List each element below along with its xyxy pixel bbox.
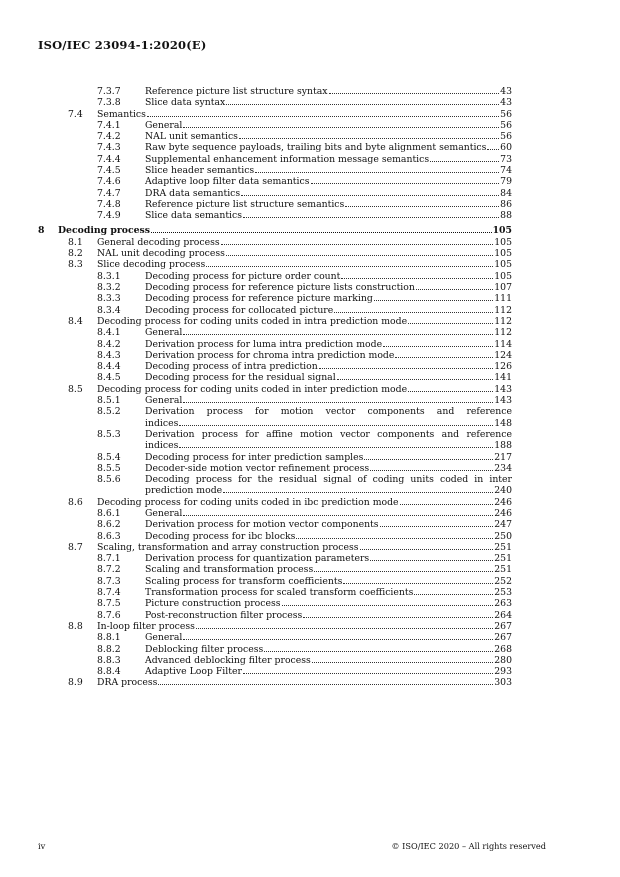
toc-entry[interactable] [38, 188, 512, 199]
toc-entry-page: 217 [494, 451, 512, 463]
toc-entry-page: 105 [492, 224, 512, 236]
toc-entry-page: 293 [494, 666, 512, 678]
leader-dots [416, 288, 493, 290]
leader-dots [255, 171, 499, 173]
toc-entry[interactable] [38, 384, 512, 395]
toc-entry-number: 8.8 [68, 620, 83, 632]
leader-dots [264, 650, 493, 652]
leader-dots [241, 194, 499, 196]
toc-entry-page: 188 [494, 440, 512, 452]
leader-dots [147, 115, 499, 117]
toc-entry-title: Scaling, transformation and array construction process [97, 541, 359, 553]
toc-entry-page: 234 [494, 462, 512, 474]
toc-entry-title: Decoding process for picture order count [145, 270, 341, 282]
toc-entry-number: 8.4.2 [97, 338, 121, 350]
toc-entry[interactable] [38, 519, 512, 530]
toc-entry-number: 8.3.1 [97, 270, 121, 282]
toc-entry[interactable] [38, 666, 512, 677]
toc-entry-number: 8.1 [68, 236, 83, 248]
toc-entry[interactable] [38, 154, 512, 165]
toc-entry-number: 7.4.9 [97, 210, 121, 222]
toc-entry-number: 7.3.8 [97, 97, 121, 109]
toc-entry-number: 8.4 [68, 315, 83, 327]
toc-entry-number: 8.8.4 [97, 666, 121, 678]
toc-entry-number: 8.5 [68, 383, 83, 395]
toc-entry[interactable] [38, 271, 512, 282]
toc-entry-number: 7.4.1 [97, 119, 121, 131]
toc-entry-page: 112 [494, 327, 512, 339]
toc-entry-page: 280 [494, 654, 512, 666]
toc-entry[interactable] [38, 587, 512, 598]
toc-entry-number: 8.6.2 [97, 519, 121, 531]
leader-dots [179, 424, 493, 426]
leader-dots [345, 205, 499, 207]
toc-entry[interactable] [38, 621, 512, 632]
toc-entry-number: 8.5.2 [97, 406, 121, 418]
toc-entry-page: 141 [494, 372, 512, 384]
leader-dots [179, 446, 493, 448]
document-id-header: ISO/IEC 23094-1:2020(E) [38, 38, 207, 52]
toc-entry-page: 84 [500, 187, 512, 199]
leader-dots [319, 367, 494, 369]
toc-entry-page: 252 [494, 575, 512, 587]
toc-entry[interactable] [38, 97, 512, 108]
toc-entry[interactable] [38, 395, 512, 406]
leader-dots [221, 243, 494, 245]
leader-dots [329, 92, 500, 94]
toc-entry-title: Slice data syntax [145, 97, 226, 109]
toc-entry[interactable] [38, 576, 512, 587]
toc-entry[interactable] [38, 553, 512, 564]
toc-entry-page: 73 [500, 153, 512, 165]
table-of-contents [38, 86, 512, 689]
copyright-notice: © ISO/IEC 2020 – All rights reserved [391, 841, 546, 851]
toc-entry-page: 267 [494, 620, 512, 632]
toc-entry-title: Derivation process for motion vector components and reference [145, 406, 512, 418]
toc-entry-title: Decoding process for inter prediction samples [145, 451, 364, 463]
toc-entry[interactable] [38, 361, 512, 372]
leader-dots [370, 469, 493, 471]
toc-entry-number: 8.8.1 [97, 632, 121, 644]
leader-dots [183, 333, 493, 335]
toc-entry-title: NAL unit semantics [145, 131, 238, 143]
toc-entry[interactable] [38, 677, 512, 688]
toc-entry-page: 126 [494, 361, 512, 373]
toc-entry-page: 60 [500, 142, 512, 154]
toc-entry-page: 143 [494, 383, 512, 395]
leader-dots [408, 390, 493, 392]
toc-entry-title: Decoding process for ibc blocks [145, 530, 296, 542]
toc-entry-number: 8.6.1 [97, 507, 121, 519]
toc-entry-title: General [145, 632, 183, 644]
toc-entry-title-continued: prediction mode [145, 485, 223, 497]
toc-entry-number: 8.7.4 [97, 587, 121, 599]
toc-entry-title: Derivation process for chroma intra prediction mode [145, 349, 395, 361]
toc-entry-page: 105 [494, 259, 512, 271]
toc-entry-page: 114 [494, 338, 512, 350]
toc-entry-title: Decoder-side motion vector refinement process [145, 462, 370, 474]
toc-entry-title-continued: indices [145, 417, 179, 429]
toc-entry-number: 8.7.3 [97, 575, 121, 587]
toc-entry-number: 8 [38, 224, 45, 236]
toc-entry[interactable] [38, 282, 512, 293]
toc-entry-number: 8.3.3 [97, 293, 121, 305]
toc-entry[interactable] [38, 86, 512, 97]
toc-entry[interactable] [38, 305, 512, 316]
toc-entry-page: 250 [494, 530, 512, 542]
leader-dots [312, 661, 493, 663]
toc-entry-number: 8.7.1 [97, 553, 121, 565]
toc-entry-page: 43 [500, 97, 512, 109]
toc-entry-page: 251 [494, 541, 512, 553]
toc-entry-number: 8.6.3 [97, 530, 121, 542]
toc-entry-title: Raw byte sequence payloads, trailing bits and byte alignment semantics [145, 142, 487, 154]
leader-dots [239, 137, 499, 139]
toc-entry[interactable] [38, 644, 512, 655]
leader-dots [183, 638, 493, 640]
toc-entry-number: 7.4.3 [97, 142, 121, 154]
toc-entry-title: Scaling and transformation process [145, 564, 314, 576]
page-number: iv [38, 841, 46, 851]
toc-entry[interactable] [38, 293, 512, 304]
leader-dots [400, 503, 494, 505]
leader-dots [183, 401, 493, 403]
toc-entry-number: 8.3 [68, 259, 83, 271]
toc-entry[interactable] [38, 508, 512, 519]
toc-entry-title: Decoding process for coding units coded in ibc prediction mode [97, 496, 399, 508]
toc-entry-page: 56 [500, 119, 512, 131]
toc-entry[interactable] [38, 542, 512, 553]
toc-entry-title: Reference picture list structure syntax [145, 86, 328, 97]
toc-entry-title: Derivation process for affine motion vector components and reference [145, 428, 512, 440]
toc-entry-title-continued: indices [145, 440, 179, 452]
toc-entry-page: 246 [494, 496, 512, 508]
toc-entry-title: Derivation process for quantization parameters [145, 553, 370, 565]
toc-entry-title: Decoding process for reference picture lists construction [145, 282, 415, 294]
toc-entry-number: 8.5.6 [97, 474, 121, 486]
leader-dots [206, 265, 493, 267]
toc-entry-page: 112 [494, 304, 512, 316]
toc-entry-number: 8.7 [68, 541, 83, 553]
leader-dots [430, 160, 499, 162]
toc-entry-number: 7.4.4 [97, 153, 121, 165]
toc-entry-page: 251 [494, 564, 512, 576]
toc-entry[interactable] [38, 316, 512, 327]
toc-entry-title: Slice header semantics [145, 165, 255, 177]
toc-entry[interactable] [38, 237, 512, 248]
toc-entry-page: 148 [494, 417, 512, 429]
leader-dots [343, 582, 493, 584]
toc-entry-title: Deblocking filter process [145, 643, 264, 655]
toc-entry-page: 105 [494, 248, 512, 260]
toc-entry-number: 8.2 [68, 248, 83, 260]
toc-entry-page: 56 [500, 131, 512, 143]
toc-entry[interactable] [38, 655, 512, 666]
toc-entry-page: 79 [500, 176, 512, 188]
toc-entry[interactable] [38, 142, 512, 153]
toc-entry-number: 8.8.3 [97, 654, 121, 666]
toc-entry-title: Decoding process for coding units coded in inter prediction mode [97, 383, 408, 395]
toc-entry-title: General [145, 119, 183, 131]
toc-entry-number: 8.5.5 [97, 462, 121, 474]
toc-entry[interactable] [38, 452, 512, 463]
toc-entry[interactable] [38, 176, 512, 187]
toc-entry-page: 56 [500, 108, 512, 120]
leader-dots [282, 604, 494, 606]
toc-entry-page: 267 [494, 632, 512, 644]
toc-entry-number: 8.3.4 [97, 304, 121, 316]
toc-entry[interactable] [38, 610, 512, 621]
toc-entry-page: 240 [494, 485, 512, 497]
toc-entry-title: DRA process [97, 677, 158, 689]
toc-entry[interactable] [38, 327, 512, 338]
toc-entry[interactable] [38, 120, 512, 131]
toc-entry-title: Decoding process for coding units coded in intra prediction mode [97, 315, 408, 327]
leader-dots [395, 356, 493, 358]
toc-entry[interactable] [38, 131, 512, 142]
toc-entry-number: 8.7.6 [97, 609, 121, 621]
toc-entry-title: DRA data semantics [145, 187, 241, 199]
toc-entry-page: 107 [494, 282, 512, 294]
leader-dots [226, 254, 493, 256]
toc-entry[interactable] [38, 165, 512, 176]
toc-entry-title: Decoding process [58, 224, 151, 236]
toc-entry-page: 268 [494, 643, 512, 655]
toc-entry-number: 8.5.3 [97, 428, 121, 440]
toc-entry-title: Advanced deblocking filter process [145, 654, 311, 666]
toc-entry-number: 7.3.7 [97, 86, 121, 97]
leader-dots [303, 616, 493, 618]
toc-entry-page: 112 [494, 315, 512, 327]
toc-entry-page: 111 [494, 293, 512, 305]
toc-entry[interactable] [38, 109, 512, 120]
toc-entry[interactable] [38, 210, 512, 221]
toc-entry-number: 8.9 [68, 677, 83, 689]
leader-dots [151, 231, 492, 233]
leader-dots [408, 322, 493, 324]
leader-dots [341, 277, 493, 279]
toc-entry-number: 7.4 [68, 108, 83, 120]
leader-dots [334, 311, 493, 313]
toc-entry-number: 8.7.2 [97, 564, 121, 576]
leader-dots [414, 593, 493, 595]
leader-dots [364, 458, 493, 460]
toc-entry[interactable] [38, 632, 512, 643]
toc-entry[interactable] [38, 564, 512, 575]
toc-entry[interactable] [38, 598, 512, 609]
toc-entry-title: Picture construction process [145, 598, 281, 610]
toc-entry-title: NAL unit decoding process [97, 248, 225, 260]
toc-entry-number: 8.4.3 [97, 349, 121, 361]
leader-dots [383, 345, 493, 347]
toc-entry[interactable] [38, 350, 512, 361]
leader-dots [296, 537, 493, 539]
leader-dots [360, 548, 494, 550]
toc-entry[interactable] [38, 531, 512, 542]
toc-entry-title: Decoding process of intra prediction [145, 361, 318, 373]
toc-entry-title: General decoding process [97, 236, 220, 248]
toc-entry-title: Derivation process for motion vector components [145, 519, 379, 531]
leader-dots [314, 570, 493, 572]
leader-dots [196, 627, 493, 629]
toc-entry-title: Post-reconstruction filter process [145, 609, 303, 621]
leader-dots [243, 216, 499, 218]
toc-entry-page: 303 [494, 677, 512, 689]
toc-entry-number: 7.4.6 [97, 176, 121, 188]
toc-entry-page: 263 [494, 598, 512, 610]
toc-entry[interactable] [38, 259, 512, 270]
toc-entry-title: Scaling process for transform coefficients [145, 575, 343, 587]
toc-entry-title: Decoding process for collocated picture [145, 304, 334, 316]
leader-dots [337, 378, 494, 380]
toc-entry-page: 105 [494, 270, 512, 282]
toc-entry-title: Slice decoding process [97, 259, 206, 271]
leader-dots [243, 672, 493, 674]
leader-dots [183, 126, 499, 128]
toc-entry[interactable] [38, 497, 512, 508]
toc-entry-title: Adaptive Loop Filter [145, 666, 242, 678]
toc-entry-number: 8.4.4 [97, 361, 121, 373]
toc-entry[interactable] [38, 474, 512, 497]
leader-dots [311, 182, 500, 184]
toc-entry-number: 8.3.2 [97, 282, 121, 294]
toc-entry-title: General [145, 327, 183, 339]
leader-dots [487, 148, 499, 150]
leader-dots [223, 491, 493, 493]
toc-entry[interactable] [38, 199, 512, 210]
toc-entry-page: 251 [494, 553, 512, 565]
leader-dots [226, 103, 499, 105]
toc-entry-page: 143 [494, 395, 512, 407]
toc-entry-page: 86 [500, 198, 512, 210]
toc-entry-title: Supplemental enhancement information message semantics [145, 153, 430, 165]
toc-entry[interactable] [38, 372, 512, 383]
toc-entry-number: 8.5.1 [97, 395, 121, 407]
leader-dots [158, 683, 493, 685]
toc-entry-title: Slice data semantics [145, 210, 243, 222]
toc-entry-title: In-loop filter process [97, 620, 195, 632]
toc-entry[interactable] [38, 248, 512, 259]
toc-entry-number: 8.7.5 [97, 598, 121, 610]
toc-entry[interactable] [38, 406, 512, 429]
toc-entry-title: Decoding process for the residual signal of coding units coded in inter [145, 474, 512, 486]
toc-entry-page: 43 [500, 86, 512, 97]
toc-entry-title: Transformation process for scaled transform coefficients [145, 587, 414, 599]
toc-entry-number: 7.4.2 [97, 131, 121, 143]
toc-entry-title: Derivation process for luma intra prediction mode [145, 338, 383, 350]
toc-entry-title: General [145, 395, 183, 407]
toc-entry-number: 8.4.5 [97, 372, 121, 384]
leader-dots [370, 559, 493, 561]
toc-entry-page: 264 [494, 609, 512, 621]
toc-entry-title: Semantics [97, 108, 146, 120]
toc-entry-number: 8.4.1 [97, 327, 121, 339]
leader-dots [183, 514, 493, 516]
toc-entry-number: 8.8.2 [97, 643, 121, 655]
toc-entry-title: Reference picture list structure semantics [145, 198, 345, 210]
toc-entry[interactable] [38, 463, 512, 474]
toc-entry-page: 253 [494, 587, 512, 599]
toc-entry-title: Adaptive loop filter data semantics [145, 176, 310, 188]
toc-entry-page: 247 [494, 519, 512, 531]
toc-entry-page: 105 [494, 236, 512, 248]
leader-dots [380, 525, 494, 527]
toc-entry-page: 124 [494, 349, 512, 361]
toc-entry-number: 7.4.8 [97, 198, 121, 210]
toc-entry-number: 7.4.5 [97, 165, 121, 177]
toc-entry-page: 88 [500, 210, 512, 222]
toc-entry-title: Decoding process for the residual signal [145, 372, 336, 384]
toc-entry-title: Decoding process for reference picture marking [145, 293, 373, 305]
toc-entry-number: 8.6 [68, 496, 83, 508]
toc-entry-number: 8.5.4 [97, 451, 121, 463]
toc-entry-number: 7.4.7 [97, 187, 121, 199]
toc-entry-page: 74 [500, 165, 512, 177]
toc-entry-title: General [145, 507, 183, 519]
toc-entry[interactable] [38, 339, 512, 350]
toc-entry[interactable] [38, 225, 512, 236]
toc-entry-page: 246 [494, 507, 512, 519]
toc-entry[interactable] [38, 429, 512, 452]
leader-dots [374, 299, 493, 301]
